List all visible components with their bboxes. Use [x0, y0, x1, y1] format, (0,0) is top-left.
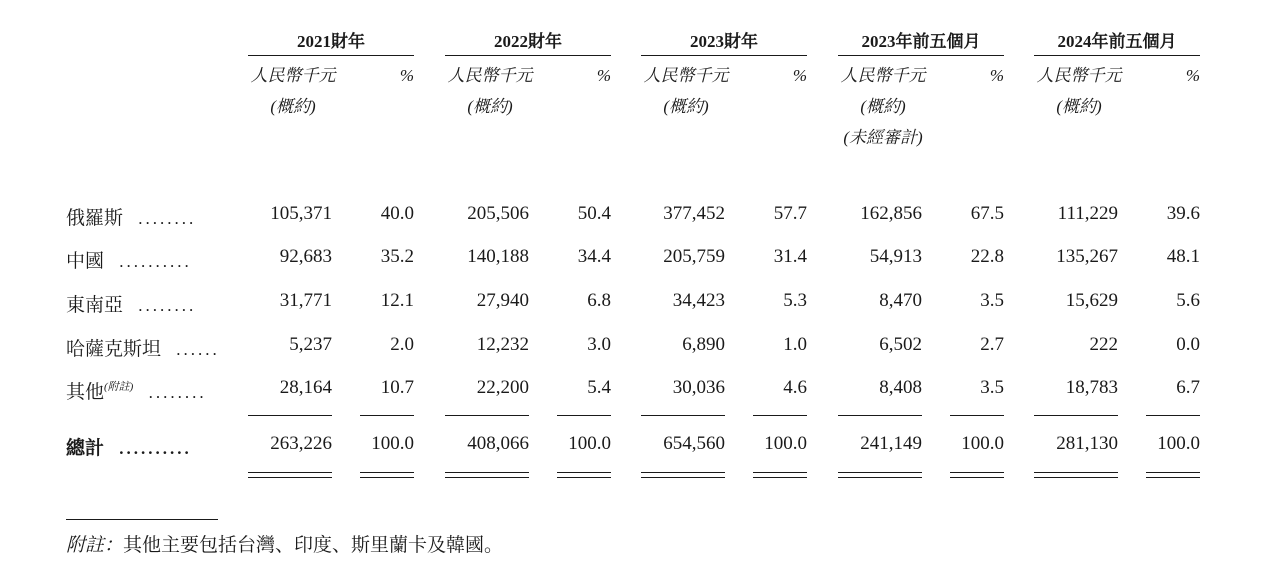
amount-cell: 377,452: [663, 203, 725, 224]
leader-dots: ........: [131, 209, 197, 228]
leader-dots: ..........: [112, 439, 192, 458]
percent-cell: 100.0: [961, 433, 1004, 454]
percent-cell: 100.0: [568, 433, 611, 454]
percent-cell: 5.4: [587, 377, 611, 398]
percent-cell: 57.7: [773, 203, 807, 224]
subtotal-rule: [838, 415, 922, 416]
unit-label: 人民幣千元: [250, 66, 336, 85]
percent-cell: 5.6: [1176, 290, 1200, 311]
row-label: [66, 377, 207, 404]
period-header: 2024年前五個月: [1057, 32, 1177, 51]
percent-cell: 100.0: [371, 433, 414, 454]
amount-cell: 34,423: [672, 290, 725, 311]
leader-dots: ........: [131, 296, 197, 315]
amount-cell: 28,164: [279, 377, 332, 398]
footnote-divider: [66, 519, 218, 520]
row-label: [66, 290, 196, 317]
subtotal-rule: [248, 415, 332, 416]
unit-label: (概約): [663, 97, 709, 116]
percent-cell: 34.4: [577, 246, 611, 267]
total-double-rule: [248, 472, 332, 473]
amount-cell: 15,629: [1065, 290, 1118, 311]
percent-cell: 48.1: [1166, 246, 1200, 267]
percent-cell: 35.2: [380, 246, 414, 267]
percent-cell: 4.6: [783, 377, 807, 398]
amount-cell: 31,771: [279, 290, 332, 311]
total-double-rule: [838, 477, 922, 478]
total-double-rule: [557, 472, 611, 473]
percent-header: %: [399, 66, 414, 85]
unit-label: (未經審計): [843, 128, 923, 147]
total-double-rule: [248, 477, 332, 478]
total-double-rule: [1034, 472, 1118, 473]
leader-dots: ..........: [112, 252, 192, 271]
unit-label: 人民幣千元: [840, 66, 926, 85]
header-underline: [445, 55, 611, 56]
percent-cell: 0.0: [1176, 334, 1200, 355]
amount-cell: 54,913: [869, 246, 922, 267]
total-double-rule: [753, 472, 807, 473]
percent-cell: 67.5: [970, 203, 1004, 224]
percent-cell: 1.0: [783, 334, 807, 355]
unit-label: (概約): [860, 97, 906, 116]
amount-cell: 205,759: [663, 246, 725, 267]
percent-cell: 100.0: [1157, 433, 1200, 454]
subtotal-rule: [557, 415, 611, 416]
amount-cell: 5,237: [289, 334, 332, 355]
total-double-rule: [1146, 472, 1200, 473]
amount-cell: 6,502: [879, 334, 922, 355]
header-underline: [1034, 55, 1200, 56]
total-double-rule: [753, 477, 807, 478]
total-double-rule: [1034, 477, 1118, 478]
unit-label: (概約): [467, 97, 513, 116]
amount-cell: 205,506: [467, 203, 529, 224]
percent-cell: 5.3: [783, 290, 807, 311]
percent-cell: 3.5: [980, 290, 1004, 311]
row-label-text: 其他: [66, 382, 105, 403]
amount-cell: 12,232: [476, 334, 529, 355]
subtotal-rule: [1146, 415, 1200, 416]
total-double-rule: [445, 477, 529, 478]
total-double-rule: [950, 477, 1004, 478]
amount-cell: 654,560: [663, 433, 725, 454]
percent-cell: 3.0: [587, 334, 611, 355]
total-double-rule: [641, 472, 725, 473]
total-double-rule: [360, 477, 414, 478]
percent-cell: 2.0: [390, 334, 414, 355]
percent-cell: 39.6: [1166, 203, 1200, 224]
unit-label: 人民幣千元: [643, 66, 729, 85]
amount-cell: 18,783: [1065, 377, 1118, 398]
amount-cell: 92,683: [279, 246, 332, 267]
period-header: 2022財年: [494, 32, 562, 51]
percent-cell: 22.8: [970, 246, 1004, 267]
percent-header: %: [596, 66, 611, 85]
amount-cell: 8,470: [879, 290, 922, 311]
percent-cell: 12.1: [380, 290, 414, 311]
total-double-rule: [1146, 477, 1200, 478]
unit-label: (概約): [270, 97, 316, 116]
amount-cell: 6,890: [682, 334, 725, 355]
unit-label: (概約): [1056, 97, 1102, 116]
total-double-rule: [360, 472, 414, 473]
percent-cell: 40.0: [380, 203, 414, 224]
amount-cell: 30,036: [672, 377, 725, 398]
unit-label: 人民幣千元: [447, 66, 533, 85]
subtotal-rule: [360, 415, 414, 416]
percent-cell: 50.4: [577, 203, 611, 224]
percent-header: %: [792, 66, 807, 85]
period-header: 2021財年: [297, 32, 365, 51]
amount-cell: 408,066: [467, 433, 529, 454]
leader-dots: ......: [169, 340, 220, 359]
subtotal-rule: [950, 415, 1004, 416]
footnote-label: 附註：: [66, 535, 124, 556]
unit-label: 人民幣千元: [1036, 66, 1122, 85]
amount-cell: 281,130: [1056, 433, 1118, 454]
amount-cell: 222: [1089, 334, 1118, 355]
footnote-text: 其他主要包括台灣、印度、斯里蘭卡及韓國。: [123, 535, 504, 556]
percent-header: %: [989, 66, 1004, 85]
percent-cell: 2.7: [980, 334, 1004, 355]
header-underline: [641, 55, 807, 56]
total-label: [66, 433, 192, 460]
amount-cell: 241,149: [860, 433, 922, 454]
footnote: [66, 530, 503, 557]
percent-cell: 3.5: [980, 377, 1004, 398]
subtotal-rule: [445, 415, 529, 416]
row-label-text: 俄羅斯: [66, 208, 124, 229]
subtotal-rule: [641, 415, 725, 416]
footnote-marker: (附註): [104, 381, 134, 393]
total-double-rule: [838, 472, 922, 473]
period-header: 2023年前五個月: [861, 32, 981, 51]
total-double-rule: [950, 472, 1004, 473]
percent-cell: 31.4: [773, 246, 807, 267]
amount-cell: 162,856: [860, 203, 922, 224]
row-label: [66, 334, 220, 361]
amount-cell: 8,408: [879, 377, 922, 398]
amount-cell: 105,371: [270, 203, 332, 224]
total-double-rule: [641, 477, 725, 478]
period-header: 2023財年: [690, 32, 758, 51]
row-label-text: 哈薩克斯坦: [66, 339, 162, 360]
total-double-rule: [445, 472, 529, 473]
row-label-text: 東南亞: [66, 295, 124, 316]
percent-cell: 6.7: [1176, 377, 1200, 398]
header-underline: [248, 55, 414, 56]
amount-cell: 140,188: [467, 246, 529, 267]
percent-cell: 100.0: [764, 433, 807, 454]
row-label-text: 中國: [66, 251, 105, 272]
row-label: [66, 246, 192, 273]
amount-cell: 22,200: [476, 377, 529, 398]
amount-cell: 135,267: [1056, 246, 1118, 267]
amount-cell: 263,226: [270, 433, 332, 454]
amount-cell: 111,229: [1057, 203, 1118, 224]
total-double-rule: [557, 477, 611, 478]
row-label: [66, 203, 196, 230]
percent-cell: 10.7: [380, 377, 414, 398]
subtotal-rule: [753, 415, 807, 416]
subtotal-rule: [1034, 415, 1118, 416]
percent-cell: 6.8: [587, 290, 611, 311]
row-label-text: 總計: [66, 438, 105, 459]
amount-cell: 27,940: [476, 290, 529, 311]
header-underline: [838, 55, 1004, 56]
leader-dots: ........: [141, 383, 207, 402]
percent-header: %: [1185, 66, 1200, 85]
